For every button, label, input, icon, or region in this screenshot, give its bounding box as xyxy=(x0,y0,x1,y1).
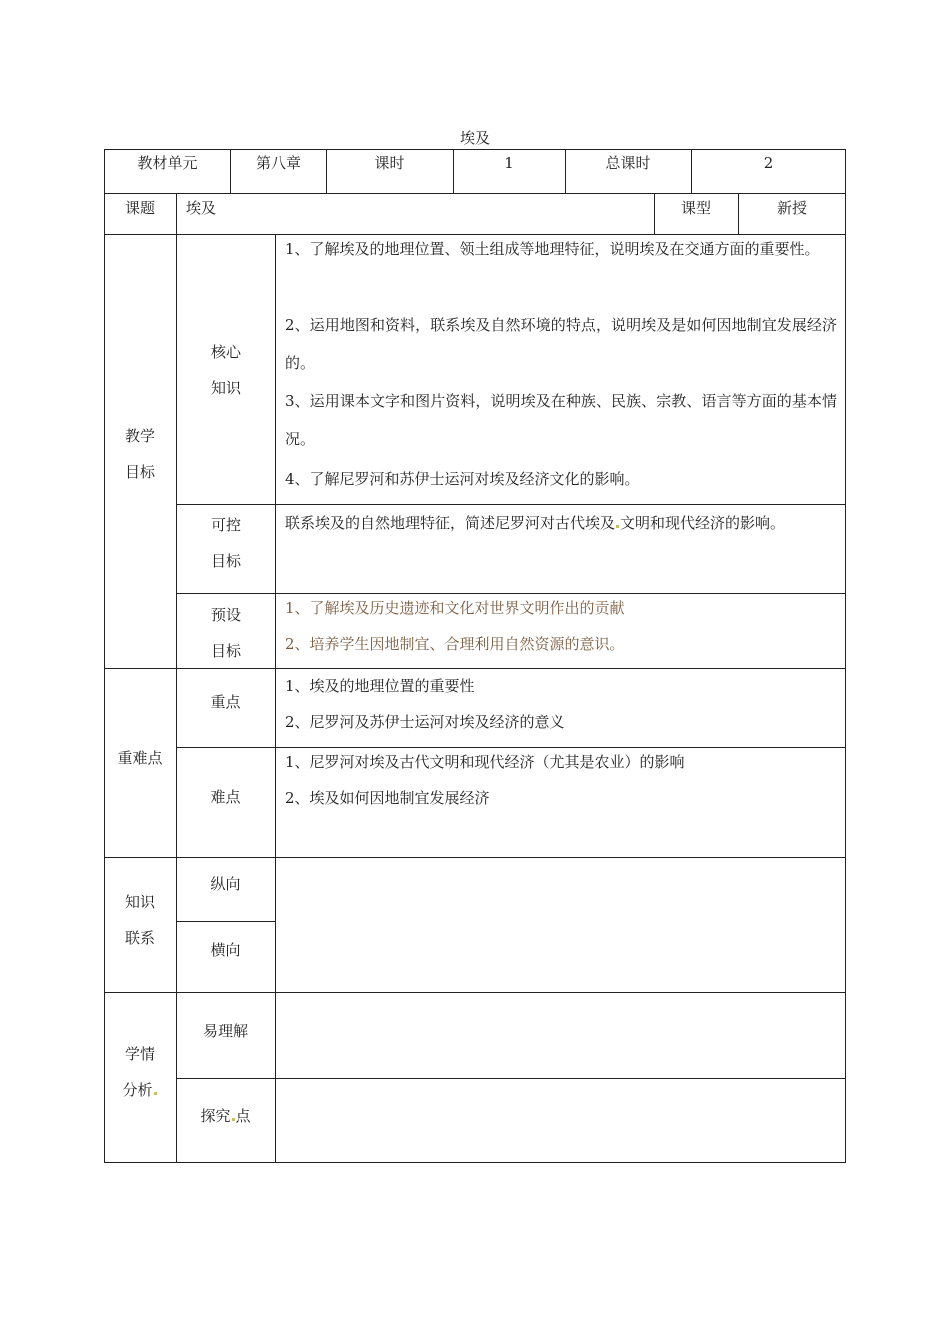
unit-value: 第八章 xyxy=(256,154,302,172)
core-item-4: 4、了解尼罗河和苏伊士运河对埃及经济文化的影响。 xyxy=(285,470,640,488)
page-title: 埃及 xyxy=(459,129,490,147)
horizontal-link-label: 横向 xyxy=(210,941,241,959)
preset-item-1: 1、了解埃及历史遗迹和文化对世界文明作出的贡献 xyxy=(285,599,625,617)
ink-dot-mark xyxy=(616,525,619,528)
student-analysis-text: 学情分析 xyxy=(122,1045,155,1099)
ink-dot-mark xyxy=(154,1092,157,1095)
difficult-point-1: 1、尼罗河对埃及古代文明和现代经济（尤其是农业）的影响 xyxy=(285,753,685,771)
unit-label: 教材单元 xyxy=(137,154,198,172)
core-item-1: 1、了解埃及的地理位置、领土组成等地理特征，说明埃及在交通方面的重要性。 xyxy=(285,240,820,258)
exploration-point-label xyxy=(176,1106,275,1126)
lesson-type-label: 课型 xyxy=(680,199,711,217)
student-analysis-label xyxy=(118,1036,162,1108)
controllable-text-a: 联系埃及的自然地理特征，简述尼罗河对古代埃及 xyxy=(285,514,616,532)
difficult-point-2: 2、埃及如何因地制宜发展经济 xyxy=(285,789,490,807)
core-knowledge-label: 核心知识 xyxy=(210,343,241,397)
teaching-goals-label: 教学目标 xyxy=(124,427,155,481)
easy-understand-label: 易理解 xyxy=(202,1022,248,1040)
key-points-label: 重点 xyxy=(210,693,241,711)
controllable-goal-text xyxy=(285,504,837,542)
topic-value: 埃及 xyxy=(186,199,217,217)
key-point-1: 1、埃及的地理位置的重要性 xyxy=(285,677,475,695)
period-value: 1 xyxy=(504,154,514,172)
lesson-type-value: 新授 xyxy=(776,199,807,217)
controllable-text-b: 文明和现代经济的影响。 xyxy=(620,514,786,532)
core-item-2: 2、运用地图和资料，联系埃及自然环境的特点，说明埃及是如何因地制宜发展经济的。 xyxy=(285,316,837,372)
total-periods-label: 总课时 xyxy=(605,154,651,172)
total-periods-value: 2 xyxy=(763,154,774,172)
key-difficult-label: 重难点 xyxy=(117,749,163,767)
period-label: 课时 xyxy=(374,154,405,172)
preset-item-2: 2、培养学生因地制宜、合理利用自然资源的意识。 xyxy=(285,635,625,653)
exploration-text-b: 点 xyxy=(235,1107,251,1125)
ink-dot-mark xyxy=(232,1118,235,1121)
topic-label: 课题 xyxy=(124,199,155,217)
vertical-link-label: 纵向 xyxy=(210,875,241,893)
core-item-3: 3、运用课本文字和图片资料，说明埃及在种族、民族、宗教、语言等方面的基本情况。 xyxy=(285,392,837,448)
knowledge-links-label: 知识联系 xyxy=(124,893,155,947)
difficult-points-label: 难点 xyxy=(210,788,241,806)
controllable-goal-label: 可控目标 xyxy=(210,516,241,570)
key-point-2: 2、尼罗河及苏伊士运河对埃及经济的意义 xyxy=(285,713,565,731)
preset-goal-label: 预设目标 xyxy=(210,606,241,660)
exploration-text-a: 探究 xyxy=(200,1107,231,1125)
